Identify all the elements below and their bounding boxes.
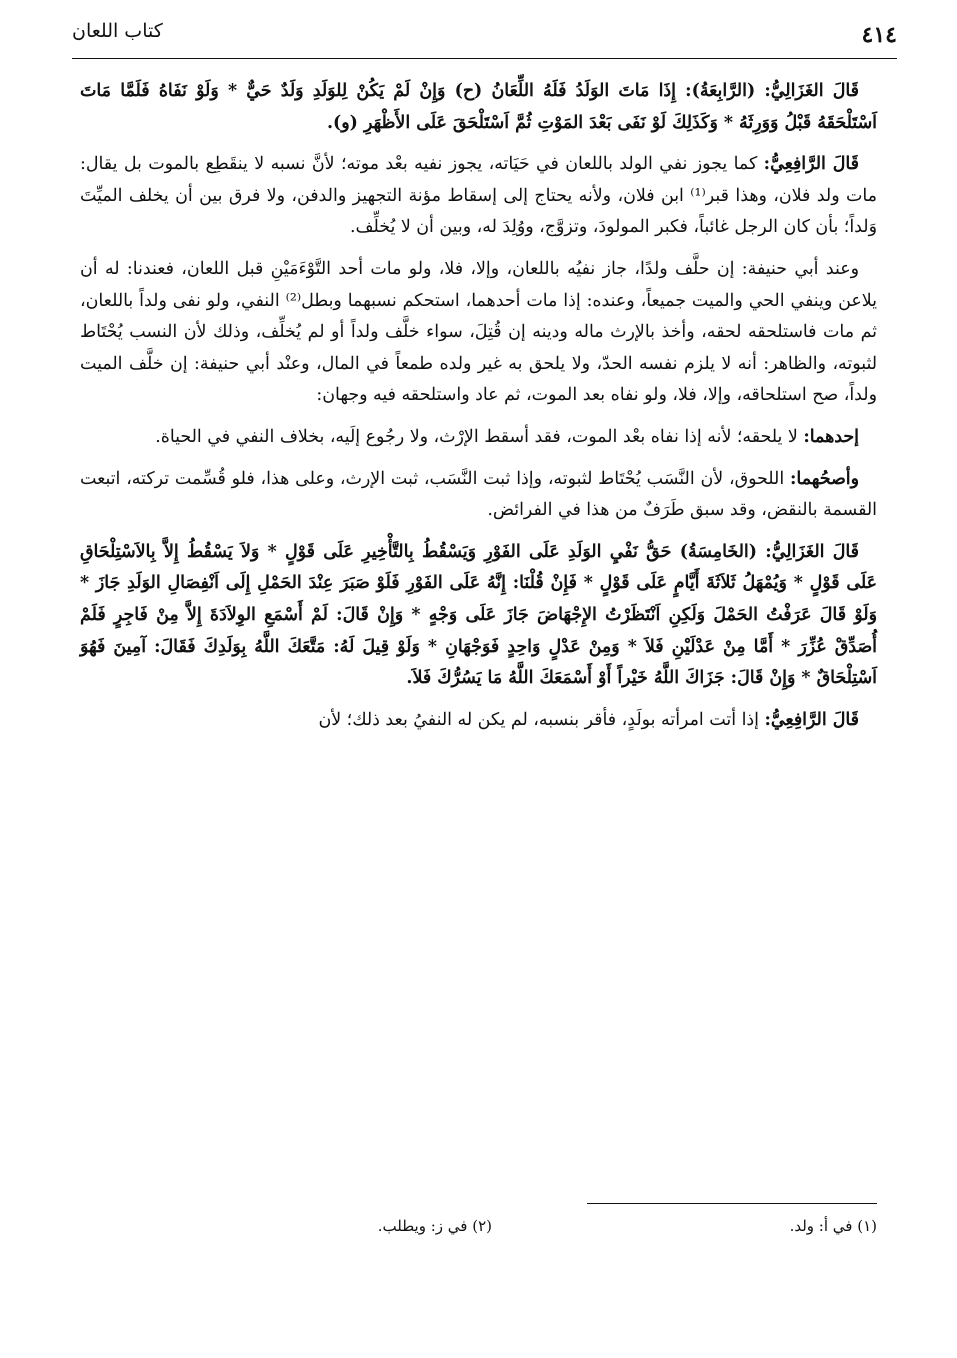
paragraph-lead: قَالَ الرَّافِعِيُّ:	[764, 709, 859, 730]
footnote-2: (٢) في ز: ويطلب.	[377, 1217, 492, 1235]
paragraph-text: قَالَ الغَزَالِيُّ: (الخَامِسَةُ) حَقُّ نَفْيِ الوَلَدِ عَلَى الفَوْرِ وَيَسْقُطُ بِالتَّأْخِيرِ عَلَى قَوْلٍ * وَلاَ يَسْقُطُ إِلاَّ بِالاَسْتِلْحَاقِ عَلَى قَوْلٍ * وَيُمْهَلُ ثَلاَثَةَ أَيَّامٍ عَلَى قَوْلٍ * فَإِنْ قُلْنَا: إِنَّهُ عَلَى الفَوْرِ فَلَوْ صَبَرَ عِنْدَ الحَمْلِ إِلَى اَنْفِصَالِ الوَلَدِ جَازَ * وَلَوْ قَالَ عَرَفْتُ الحَمْلَ وَلَكِنِ اَنْتَظَرْتُ الإِجْهَاضَ جَازَ عَلَى وَجْهٍ * وَإِنْ قَالَ: لَمْ أَسْمَعِ الوِلاَدَةَ إِلاَّ مِنْ فَاجِرٍ فَلَمْ أُصَدِّقْ عُزِّرَ * أَمَّا مِنْ عَدْلَيْنِ فَلاَ * وَمِنْ عَدْلٍ وَاحِدٍ فَوَجْهَانِ * وَلَوْ قِيلَ لَهُ: مَتَّعَكَ اللَّهُ بِوَلَدِكَ فَقَالَ: آمِينَ فَهُوَ اَسْتِلْحَاقٌ * وَإِنْ قَالَ: جَزَاكَ اللَّهُ خَيْراً أَوْ أَسْمَعَكَ اللَّهُ مَا يَسُرُّكَ فَلاَ.	[80, 541, 877, 689]
running-title: كتاب اللعان	[72, 20, 163, 42]
paragraph-text: اللحوق، لأن النَّسَب يُحْتَاط لثبوته، وإذا ثبت النَّسَب، ثبت الإرث، وعلى هذا، فلو قُسِّمت تركته، اتبعت القسمة بالنقض، وقد سبق طَرَفٌ من هذا في الفرائض.	[80, 468, 877, 521]
rafii-commentary-continued	[80, 705, 877, 737]
paragraph-text: كما يجوز نفي الولد باللعان في حَيَاته، يجوز نفيه بعْد موته؛ لأنَّ نسبه لا ينقَطِع بالموت بل يقال: مات ولد فلان، وهذا قبر⁽¹⁾ ابن فلان، ولأنه يحتاج إلى إسقاط مؤنة التجهيز والدفن، ولا فرق بين أن يخلف الميِّتَ وَلداً؛ بأن كان الرجل غائباً، فكبر المولودَ، وتزوَّج، ووُلِدَ له، وبين أن لا يُخلِّف.	[80, 154, 877, 238]
correct-opinion-paragraph	[80, 464, 877, 527]
page-number: ٤١٤	[861, 22, 897, 48]
paragraph-text: وعند أبي حنيفة: إن حلَّف ولدًا، جاز نفيُه باللعان، وإلا، فلا، ولو مات أحد التَّوْءَمَيْنِ قبل اللعان، فعندنا: له أن يلاعن وينفي الحي والميت جميعاً، وعنده: إذا مات أحدهما، استحكم نسبهما وبطل⁽²⁾ النفي، ولو نفى ولداً باللعان، ثم مات فاستلحقه لحقه، وأخذ بالإرث ماله ودينه إن قُتِلَ، سواء خلَّف ولداً أو لم يُخلِّف، وذلك لأن النسب يُحْتَاط لثبوته، والظاهر: أنه لا يلزم نفسه الحدّ، ولا يلحق به غير ولده طمعاً في المال، وعنْد أبي حنيفة: إن خلَّف الميت ولداً، صح استلحاقه، وإلا، فلا، ولو نفاه بعد الموت، ثم عاد واستلحقه فيه وجهان:	[80, 258, 877, 406]
paragraph-lead: إحدهما:	[803, 426, 859, 447]
footnotes	[80, 1217, 877, 1253]
rafii-commentary	[80, 149, 877, 244]
footnote-divider	[587, 1203, 877, 1204]
footnote-1: (١) في أ: ولد.	[789, 1217, 877, 1235]
page-header	[72, 16, 897, 56]
paragraph-lead: قَالَ الرَّافِعِيُّ:	[763, 154, 860, 175]
abu-hanifa-paragraph	[80, 254, 877, 412]
paragraph-text: قَالَ الغَزَالِيُّ: (الرَّابِعَةُ): إِذَا مَاتَ الوَلَدُ فَلَهُ اللِّعَانُ (ح) وَإِنْ لَمْ يَكُنْ لِلوَلَدِ وَلَدٌ حَيٌّ * وَلَوْ نَفَاهُ فَلَمَّا مَاتَ اَسْتَلْحَقَهُ قَبْلُ وَوَرِثَهُ * وَكَذَلِكَ لَوْ نَفَى بَعْدَ المَوْتِ ثُمَّ اَسْتَلْحَقَ عَلَى الأَظْهَرِ (و).	[80, 81, 877, 133]
main-text	[80, 76, 877, 746]
paragraph-text: إذا أتت امرأته بولَدٍ، فأقر بنسبه، لم يكن له النفيُ بعد ذلك؛ لأن	[318, 709, 765, 730]
paragraph-text: لا يلحقه؛ لأنه إذا نفاه بعْد الموت، فقد أسقط الإرْث، ولا رجُوع إلَيه، بخلاف النفي في الحياة.	[155, 426, 804, 447]
first-opinion-paragraph	[80, 422, 877, 454]
ghazali-text-fifth	[80, 537, 877, 695]
paragraph-lead: وأصحُهما:	[789, 468, 859, 489]
header-divider	[72, 58, 897, 59]
ghazali-text-fourth	[80, 76, 877, 139]
